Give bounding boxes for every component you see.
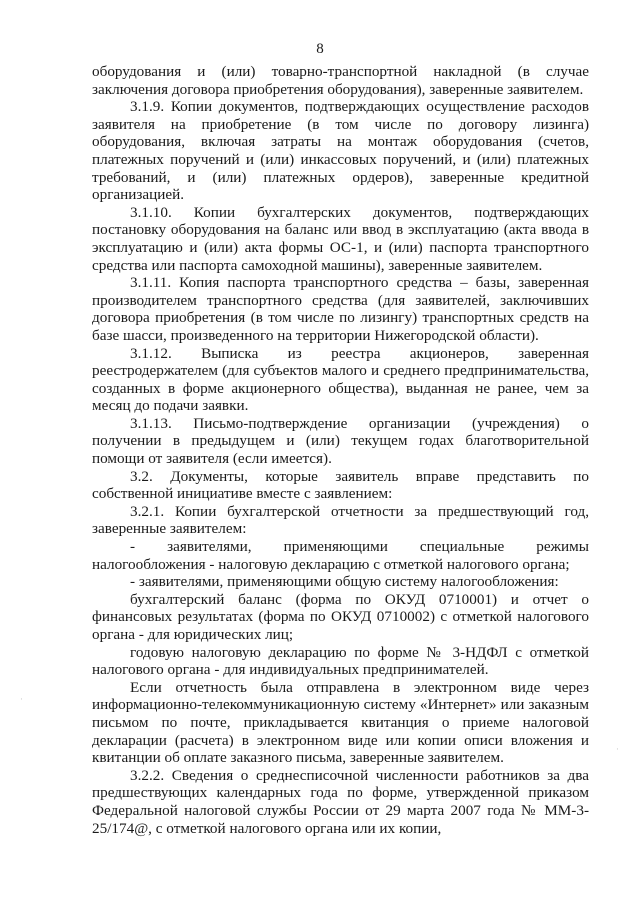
paragraph-balance-sheet: бухгалтерский баланс (форма по ОКУД 0710001) и отчет о финансовых результатах (форма по ОКУД 0710002) с отметкой налогового органа - для юридических лиц; — [92, 590, 589, 643]
paragraph-general-system: - заявителями, применяющими общую систему налогообложения: — [130, 573, 559, 591]
paragraph-special-regimes: - заявителями, применяющими специальные режимы налогообложения - налоговую декларацию с отметкой налогового органа; — [92, 538, 589, 573]
paragraph-3-1-12: 3.1.12. Выписка из реестра акционеров, заверенная реестродержателем (для субъектов малого и среднего предпринимательства, созданных в форме акционерного общества), выданная не ранее, чем за месяц до подачи заявки. — [92, 344, 589, 415]
document-body — [92, 63, 589, 837]
scan-artifact: · — [20, 695, 23, 705]
paragraph-3-1-13: 3.1.13. Письмо-подтверждение организации (учреждения) о получении в предыдущем и (или) текущем годах благотворительной помощи от заявителя (если имеется). — [92, 414, 589, 468]
paragraph-tax-declaration: годовую налоговую декларацию по форме № 3-НДФЛ с отметкой налогового органа - для индивидуальных предпринимателей. — [92, 643, 589, 679]
paragraph-3-1-11: 3.1.11. Копия паспорта транспортного средства – базы, заверенная производителем транспортного средства (для заявителей, заключивших договора приобретения (в том числе по лизингу) транспортных средств на базе шасси, произведенного на территории Нижегородской области). — [92, 274, 589, 344]
paragraph-continuation: оборудования и (или) товарно-транспортной накладной (в случае заключения договора приобретения оборудования), заверенные заявителем. — [92, 63, 589, 98]
paragraph-3-2: 3.2. Документы, которые заявитель вправе представить по собственной инициативе вместе с заявлением: — [92, 467, 589, 503]
paragraph-electronic-submission: Если отчетность была отправлена в электронном виде через информационно-телекоммуникационную систему «Интернет» или заказным письмом по почте, прикладывается квитанция о приеме налоговой декларации (расчета) в электронном виде или копии описи вложения и квитанции об оплате заказного письма, заверенные заявителем. — [92, 678, 589, 767]
scan-artifact: · — [616, 745, 619, 755]
page-number: 8 — [316, 41, 324, 57]
paragraph-3-1-10: 3.1.10. Копии бухгалтерских документов, подтверждающих постановку оборудования на баланс или ввод в эксплуатацию (акта ввода в эксплуатацию и (или) акта формы ОС-1, и (или) паспорта транспортного средства или паспорта самоходной машины), заверенные заявителем. — [92, 203, 589, 274]
paragraph-3-1-9: 3.1.9. Копии документов, подтверждающих осуществление расходов заявителя на приобретение (в том числе по договору лизинга) оборудования, включая затраты на монтаж оборудования (счетов, платежных поручений и (или) инкассовых поручений, и (или) платежных требований, и (или) платежных ордеров), заверенные кредитной организацией. — [92, 98, 589, 204]
paragraph-3-2-2: 3.2.2. Сведения о среднесписочной численности работников за два предшествующих календарных года по форме, утвержденной приказом Федеральной налоговой службы России от 29 марта 2007 года № ММ-3-25/174@, с отметкой налогового органа или их копии, — [92, 766, 589, 837]
paragraph-3-2-1: 3.2.1. Копии бухгалтерской отчетности за предшествующий год, заверенные заявителем: — [92, 502, 589, 538]
